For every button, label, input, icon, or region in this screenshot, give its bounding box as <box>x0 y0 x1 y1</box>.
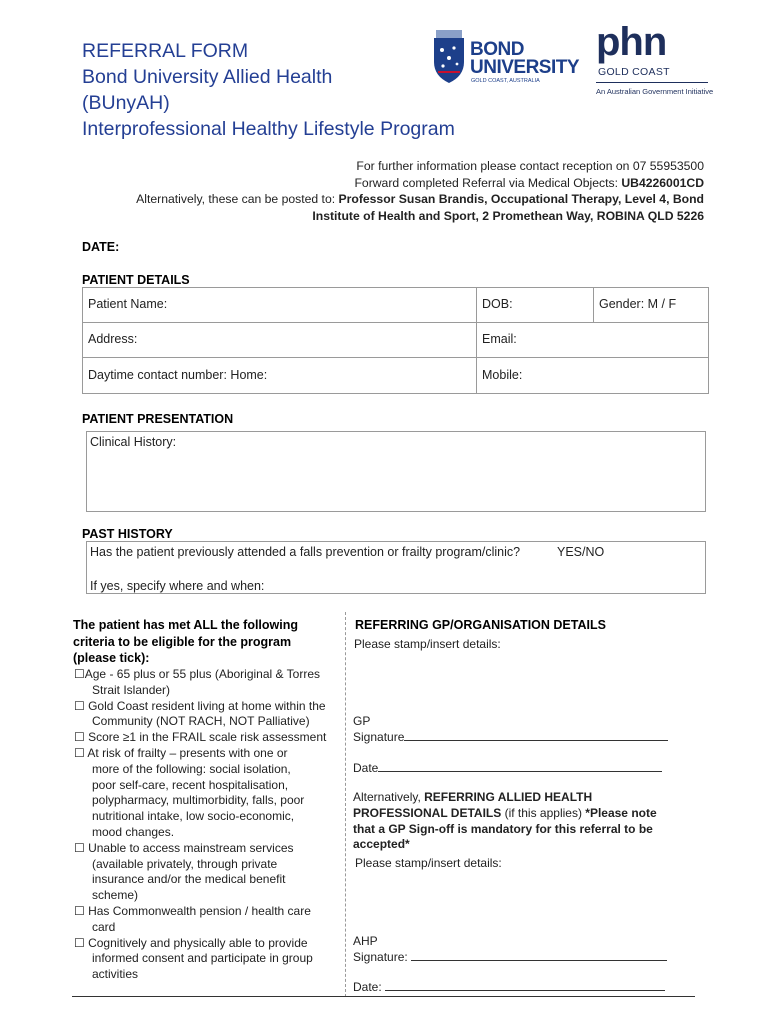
home-phone-field[interactable]: Daytime contact number: Home: <box>88 368 268 382</box>
referrer-stamp-1[interactable]: Please stamp/insert details: <box>354 637 501 651</box>
criteria-consent-line-2: informed consent and participate in group <box>92 951 313 966</box>
criteria-list <box>74 667 342 983</box>
ahp-signature-label: Signature: <box>353 950 412 964</box>
patient-presentation-heading: PATIENT PRESENTATION <box>82 412 234 426</box>
phn-logo-tagline: An Australian Government Initiative <box>596 87 714 96</box>
criteria-resident[interactable] <box>74 699 342 731</box>
ahp-label: AHP <box>353 934 378 948</box>
criteria-frailty-line-4: polypharmacy, multimorbidity, falls, poor <box>92 793 305 808</box>
patient-col-divider-2 <box>593 287 594 322</box>
gp-signature-line[interactable] <box>404 730 668 741</box>
contact-line-4 <box>104 208 704 225</box>
past-history-heading: PAST HISTORY <box>82 527 173 541</box>
criteria-frailty-line-3: poor self-care, recent hospitalisation, <box>92 777 289 792</box>
contact-info <box>104 158 704 224</box>
criteria-mainstream-line-1: ☐ Unable to access mainstream services <box>74 840 294 855</box>
past-history-followup: If yes, specify where and when: <box>90 579 265 593</box>
ahp-signature-field[interactable] <box>353 950 667 966</box>
crest-shield-icon <box>432 28 466 84</box>
criteria-frail-score[interactable] <box>74 730 342 746</box>
criteria-heading-line-2: criteria to be eligible for the program <box>73 634 292 649</box>
gp-date-line[interactable] <box>378 761 662 772</box>
postal-address-1: Professor Susan Brandis, Occupational Therapy, Level 4, Bond <box>338 192 704 206</box>
contact-line-3 <box>104 191 704 208</box>
contact-line-3-prefix: Alternatively, these can be posted to: <box>136 192 339 206</box>
patient-details-heading: PATIENT DETAILS <box>82 273 190 287</box>
dob-field[interactable]: DOB: <box>482 297 513 311</box>
gp-label: GP <box>353 714 371 728</box>
criteria-mainstream[interactable] <box>74 841 342 904</box>
criteria-consent-line-3: activities <box>92 967 139 982</box>
criteria-frailty-line-6: mood changes. <box>92 824 175 839</box>
criteria-age[interactable] <box>74 667 342 699</box>
allied-note-warning-2: that a GP Sign-off is mandatory for this referral to be <box>353 821 653 836</box>
allied-note-warning-1: *Please note <box>585 805 657 820</box>
phn-logo <box>596 20 714 100</box>
criteria-frailty-line-1: ☐ At risk of frailty – presents with one or <box>74 745 288 760</box>
gp-signature-field[interactable] <box>353 730 668 746</box>
allied-note-bold-2: PROFESSIONAL DETAILS <box>353 805 502 820</box>
criteria-consent[interactable] <box>74 936 342 983</box>
criteria-age-line-2: Strait Islander) <box>92 682 171 697</box>
form-title <box>82 38 455 142</box>
criteria-frailty-risk[interactable] <box>74 746 342 841</box>
clinical-history-box[interactable] <box>86 431 706 512</box>
mobile-field[interactable]: Mobile: <box>482 368 523 382</box>
criteria-consent-line-1: ☐ Cognitively and physically able to provide <box>74 935 308 950</box>
bond-logo-text-2: UNIVERSITY <box>470 57 580 78</box>
contact-line-2-prefix: Forward completed Referral via Medical Objects: <box>354 175 622 190</box>
bond-logo-text-1: BOND <box>470 39 524 60</box>
bond-logo-text-3: GOLD COAST, AUSTRALIA <box>471 78 540 84</box>
criteria-heading <box>73 617 298 667</box>
ahp-signature-line[interactable] <box>411 950 667 961</box>
allied-note-line-2 <box>353 806 683 822</box>
patient-row-divider-2 <box>82 357 709 358</box>
allied-note-line-3 <box>353 822 683 838</box>
gp-date-label: Date <box>353 761 379 775</box>
criteria-pension-line-1: ☐ Has Commonwealth pension / health care <box>74 903 311 918</box>
title-line-2: Bond University Allied Health <box>82 66 333 88</box>
criteria-pension[interactable] <box>74 904 342 936</box>
postal-address-2: Institute of Health and Sport, 2 Promethean Way, ROBINA QLD 5226 <box>312 208 704 223</box>
criteria-resident-line-2: Community (NOT RACH, NOT Palliative) <box>92 714 310 729</box>
criteria-mainstream-line-4: scheme) <box>92 888 139 903</box>
allied-note-line-1 <box>353 790 683 806</box>
allied-note-line-4 <box>353 837 683 853</box>
clinical-history-label: Clinical History: <box>90 435 177 449</box>
referrer-stamp-2[interactable]: Please stamp/insert details: <box>355 856 502 870</box>
allied-note-warning-3: accepted* <box>353 837 410 852</box>
criteria-heading-line-3: (please tick): <box>73 651 150 665</box>
date-label: DATE: <box>82 240 120 254</box>
patient-col-divider-1 <box>476 287 477 394</box>
ahp-date-label: Date: <box>353 980 386 994</box>
criteria-heading-line-1: The patient has met ALL the following <box>73 618 299 632</box>
patient-row-divider-1 <box>82 322 709 323</box>
column-divider <box>345 612 346 997</box>
title-line-4: Interprofessional Healthy Lifestyle Program <box>82 118 455 140</box>
address-field[interactable]: Address: <box>88 332 138 346</box>
bond-university-logo <box>432 28 582 88</box>
title-line-3: (BUnyAH) <box>82 92 170 114</box>
gp-signature-label: Signature <box>353 730 405 744</box>
criteria-frail-score-line-1: ☐ Score ≥1 in the FRAIL scale risk assessment <box>74 730 327 745</box>
patient-name-field[interactable]: Patient Name: <box>88 297 168 311</box>
criteria-frailty-line-5: nutritional intake, low socio-economic, <box>92 809 295 824</box>
criteria-mainstream-line-2: (available privately, through private <box>92 856 278 871</box>
past-history-yes-no[interactable]: YES/NO <box>557 545 605 559</box>
contact-line-2 <box>104 175 704 192</box>
ahp-date-line[interactable] <box>385 980 665 991</box>
criteria-pension-line-2: card <box>92 919 116 934</box>
phn-logo-main: phn <box>596 20 667 64</box>
allied-note-bold-1: REFERRING ALLIED HEALTH <box>424 790 593 804</box>
gender-field[interactable]: Gender: M / F <box>599 297 677 311</box>
criteria-frailty-line-2: more of the following: social isolation, <box>92 761 291 776</box>
gp-date-field[interactable] <box>353 761 662 777</box>
email-field[interactable]: Email: <box>482 332 517 346</box>
criteria-age-line-1: ☐Age - 65 plus or 55 plus (Aboriginal & Torres <box>74 667 320 681</box>
medical-objects-id: UB4226001CD <box>621 175 704 190</box>
referrer-heading: REFERRING GP/ORGANISATION DETAILS <box>355 618 606 632</box>
allied-health-note <box>353 790 683 853</box>
criteria-mainstream-line-3: insurance and/or the medical benefit <box>92 872 286 887</box>
past-history-question: Has the patient previously attended a falls prevention or frailty program/clinic? <box>90 545 521 559</box>
bottom-rule <box>72 996 695 997</box>
title-line-1: REFERRAL FORM <box>82 40 249 62</box>
criteria-resident-line-1: ☐ Gold Coast resident living at home within the <box>74 698 326 713</box>
phn-logo-divider <box>596 82 708 83</box>
allied-note-prefix: Alternatively, <box>353 790 425 804</box>
phn-logo-sub: GOLD COAST <box>598 66 670 78</box>
allied-note-plain: (if this applies) <box>501 805 586 820</box>
contact-line-1: For further information please contact reception on 07 55953500 <box>356 159 704 173</box>
ahp-date-field[interactable] <box>353 980 665 996</box>
